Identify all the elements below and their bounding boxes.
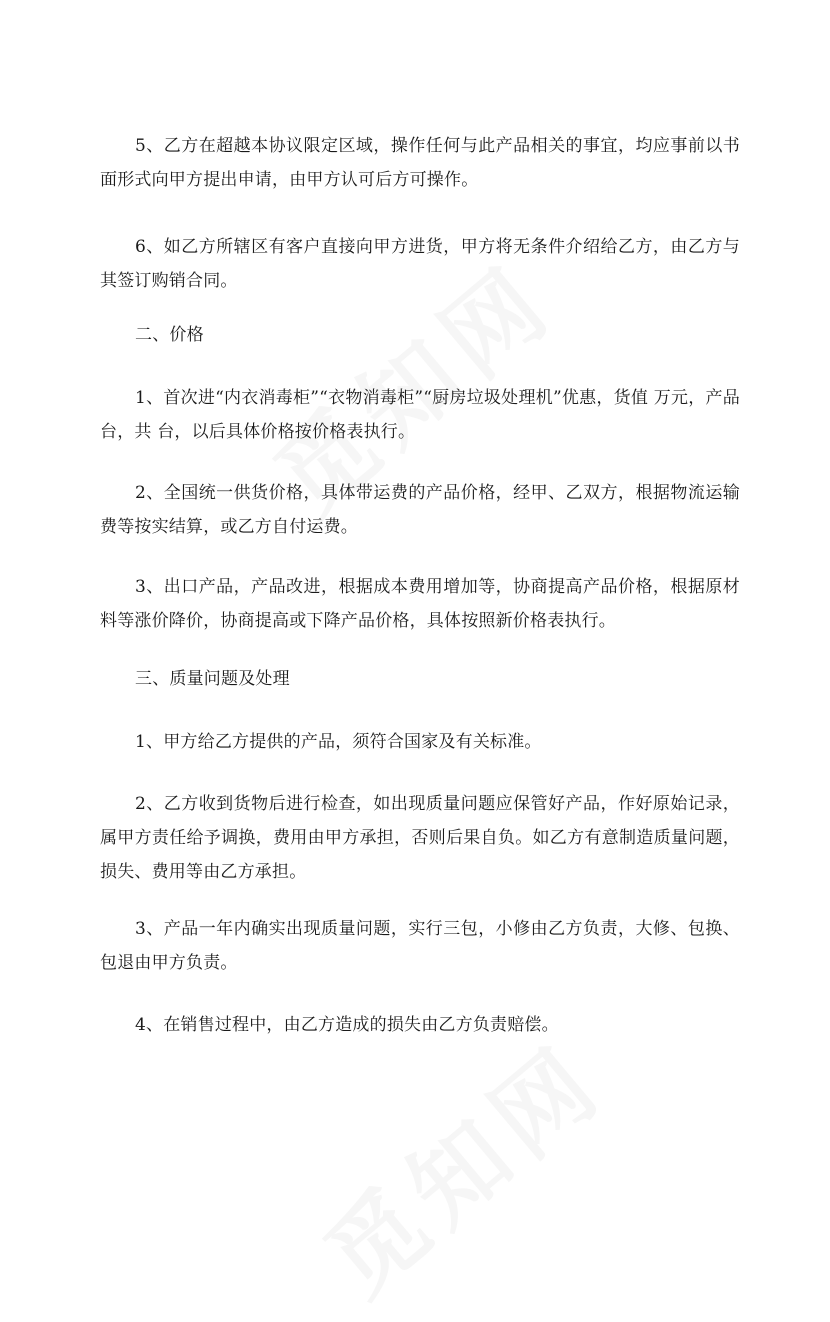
quality-clause-4: 4、在销售过程中，由乙方造成的损失由乙方负责赔偿。 [135, 1015, 559, 1035]
watermark-bottom [300, 1018, 630, 1322]
quality-clause-2: 2、乙方收到货物后进行检查，如出现质量问题应保管好产品，作好原始记录，属甲方责任给予调换，费用由甲方承担，否则后果自负。如乙方有意制造质量问题，损失、费用等由乙方承担。 [100, 794, 740, 882]
price-clause-2: 2、全国统一供货价格，具体带运费的产品价格，经甲、乙双方，根据物流运输费等按实结算，或乙方自付运费。 [100, 483, 740, 537]
clause-5: 5、乙方在超越本协议限定区域，操作任何与此产品相关的事宜，均应事前以书面形式向甲方提出申请，由甲方认可后方可操作。 [100, 136, 740, 190]
price-clause-3: 3、出口产品，产品改进，根据成本费用增加等，协商提高产品价格，根据原材料等涨价降价，协商提高或下降产品价格，具体按照新价格表执行。 [100, 577, 740, 631]
clause-6: 6、如乙方所辖区有客户直接向甲方进货，甲方将无条件介绍给乙方，由乙方与其签订购销合同。 [100, 237, 740, 291]
quality-clause-1: 1、甲方给乙方提供的产品，须符合国家及有关标准。 [135, 732, 542, 752]
quality-clause-3: 3、产品一年内确实出现质量问题，实行三包，小修由乙方负责，大修、包换、包退由甲方负责。 [100, 919, 740, 973]
price-clause-1: 1、首次进“内衣消毒柜”“衣物消毒柜”“厨房垃圾处理机”优惠，货值 万元，产品 台，共 台，以后具体价格按价格表执行。 [100, 388, 740, 442]
section-heading-price: 二、价格 [135, 325, 204, 345]
section-heading-quality: 三、质量问题及处理 [135, 669, 290, 689]
